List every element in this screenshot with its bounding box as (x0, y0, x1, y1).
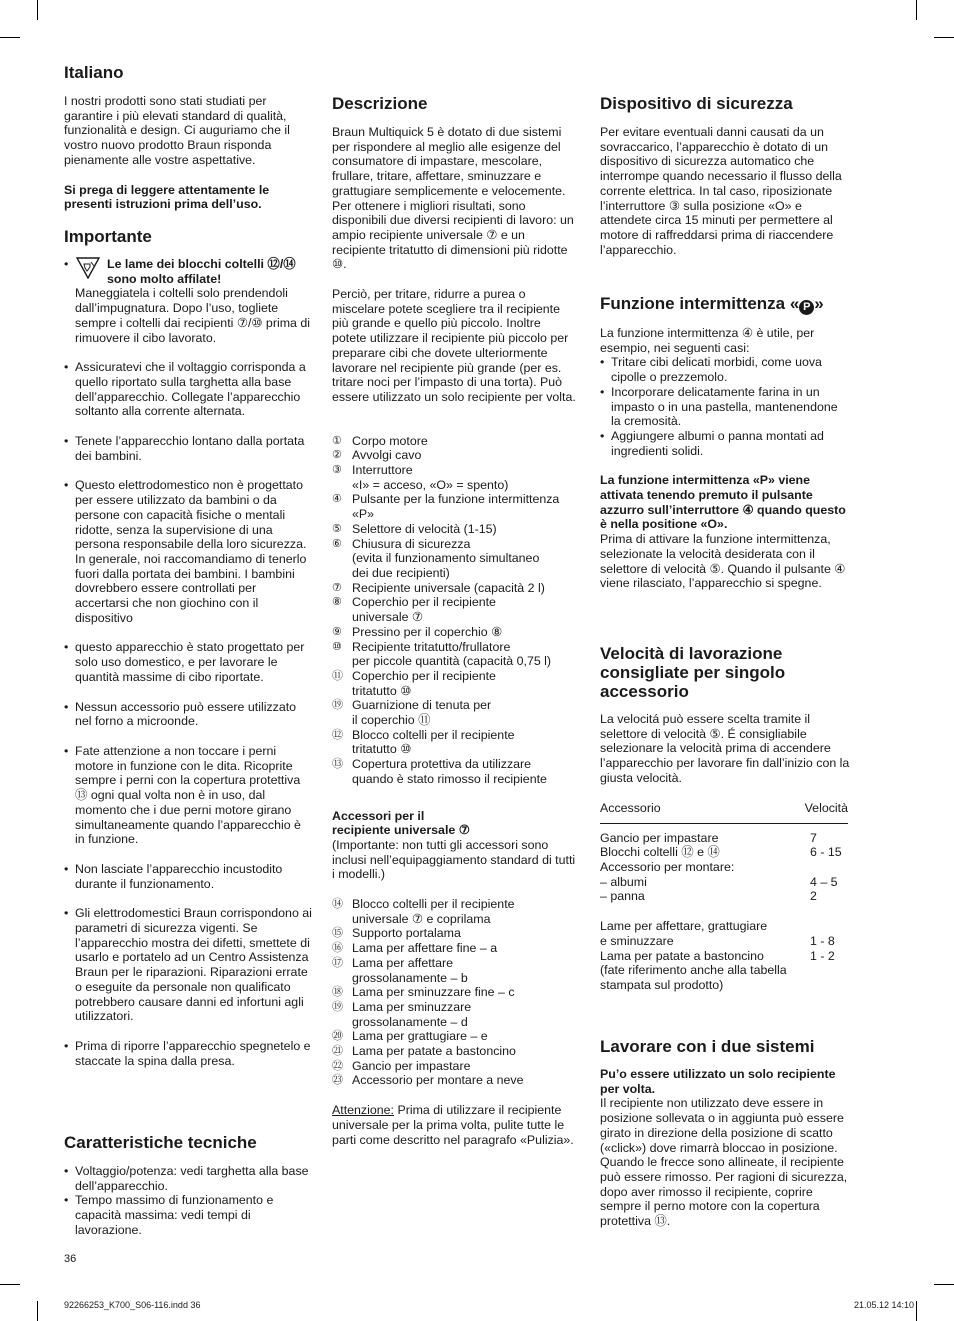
item-number: ⑦ (332, 581, 342, 594)
table-row (600, 963, 848, 978)
table-cell-accessory: Lama per patate a bastoncino (600, 948, 764, 963)
safety-text: Per evitare eventuali danni causati da un sovraccarico, l’apparecchio è dotato di un dispositivo di sicurezza automatico che interrompe quando necessario il flusso della corrente elettrica. In tal caso, riposizionate l’interruttore ③ sulla posizione «O» e attendete circa 15 minuti per permettere al motore di raffreddarsi prima di riaccendere l’apparecchio. (600, 125, 842, 257)
table-cell-speed: 7 (810, 830, 817, 845)
table-row (600, 889, 848, 904)
item-text: Pulsante per la funzione intermittenza «P» (352, 492, 560, 522)
item-text: Interruttore «I» = acceso, «O» = spento) (352, 463, 509, 492)
item-number: ③ (332, 464, 342, 477)
numbered-item (332, 1000, 578, 1029)
table-header-accessory: Accessorio (600, 801, 661, 815)
footer-date: 21.05.12 14:10 (853, 1300, 914, 1310)
item-text: Copertura protettiva da utilizzare quando è stato rimosso il recipiente (352, 757, 547, 786)
table-header (600, 801, 848, 816)
item-number: ⑥ (332, 537, 342, 550)
attention-label: Attenzione: (332, 1103, 394, 1118)
table-cell-accessory: Lame per affettare, grattugiare (600, 919, 768, 934)
numbered-item (332, 1044, 578, 1059)
crop-mark (934, 37, 954, 38)
item-text: Lama per sminuzzare grossolanamente – d (352, 999, 472, 1029)
parts-list (332, 434, 578, 787)
item-text: Coperchio per il recipiente tritatutto ⑩ (352, 668, 496, 698)
item-number: ⑪ (332, 669, 343, 682)
table-row (600, 949, 848, 964)
item-number: ⑳ (332, 1030, 343, 1043)
item-text: Gancio per impastare (352, 1058, 471, 1073)
item-number: ⑲ (332, 699, 343, 712)
column-1 (64, 94, 308, 212)
warning-item (64, 257, 312, 345)
numbered-item (332, 1073, 578, 1088)
pulse-text: Prima di attivare la funzione intermittenza, selezionate la velocità desiderata con il selettore di velocità ⑤. Quando il pulsante ④ viene rilasciato, l’apparecchio si spegne. (600, 532, 846, 591)
numbered-item (332, 581, 578, 596)
item-text: Lama per affettare fine – a (352, 941, 498, 956)
bullet-item: • Assicuratevi che il voltaggio corrisponda a quello riportato sulla targhetta alla base dell’apparecchio. Collegate l’apparecchio soltanto alla corrente alternata. (64, 360, 312, 419)
table-cell-speed: 1 - 2 (810, 948, 835, 963)
numbered-item (332, 625, 578, 640)
numbered-item (332, 492, 578, 521)
table-row (600, 978, 848, 993)
item-text: Avvolgi cavo (352, 448, 422, 463)
tech-item: • Voltaggio/potenza: vedi targhetta alla base dell’apparecchio. (64, 1164, 312, 1193)
item-text: Supporto portalama (352, 926, 461, 941)
table-header-speed: Velocità (804, 801, 848, 815)
column-2 (332, 125, 578, 1147)
numbered-item (332, 897, 578, 926)
table-cell-speed: 4 – 5 (810, 874, 838, 889)
item-number: ⑰ (332, 956, 343, 969)
bullet-item: • Gli elettrodomestici Braun corrispondono ai parametri di sicurezza vigenti. Se l’apparecchio mostra dei difetti, smettete di usarlo e portatelo ad un Centro Assistenza Braun per le riparazioni. Riparazioni errate o eseguite da personale non qualificato potrebbero causare danni ed infortuni agli utilizzatori. (64, 906, 312, 1024)
table-row (600, 934, 848, 949)
table-row (600, 845, 848, 860)
table-row (600, 919, 848, 934)
item-text: Guarnizione di tenuta per il coperchio ⑪ (352, 698, 492, 728)
table-cell-accessory: – panna (600, 889, 645, 904)
sharp-blade-hand-icon (75, 257, 101, 279)
numbered-item (332, 1059, 578, 1074)
attention-text: Prima di utilizzare il recipiente universale per la prima volta, pulite tutte le parti come descritto nel paragrafo «Pulizia». (332, 1103, 574, 1147)
item-number: ⑤ (332, 522, 342, 535)
table-row (600, 860, 848, 875)
crop-mark (0, 37, 20, 38)
bullet-item: • Prima di riporre l’apparecchio spegnetelo e staccate la spina dalla presa. (64, 1039, 312, 1068)
speed-table (600, 801, 848, 993)
importante-list (64, 257, 312, 1068)
speed-text: La velocitá può essere scelta tramite il selettore di velocità ⑤. É consigliabile selezionare la velocità prima di accendere l’apparecchio per lavorare fin dall’inizio con la giusta velocità. (600, 712, 850, 785)
section-title-italiano: Italiano (64, 63, 124, 82)
table-row (600, 831, 848, 846)
item-number: ⑯ (332, 942, 343, 955)
numbered-item (332, 537, 578, 581)
crop-mark (916, 1301, 917, 1321)
bullet-item: • Nessun accessorio può essere utilizzato nel forno a microonde. (64, 700, 312, 729)
table-cell-accessory: Blocchi coltelli ⑫ e ⑭ (600, 845, 720, 860)
pulse-section (600, 326, 850, 591)
numbered-item (332, 463, 578, 492)
attention-paragraph (332, 1103, 578, 1147)
pulse-intro: La funzione intermittenza ④ è utile, per esempio, nei seguenti casi: (600, 326, 815, 355)
two-systems-text: Il recipiente non utilizzato deve essere in posizione sollevata o in aggiunta può essere girato in direzione della posizione di scatto («click») dove rimarrà bloccao in posizione. Quando le frecce sono allineate, il recipiente può essere rimosso. Per ragioni di sicurezza, dopo aver rimosso il recipiente, coprire sempre il perno motore con la copertura protettiva ⑬. (600, 1096, 848, 1229)
item-text: Blocco coltelli per il recipiente universale ⑦ e coprilama (352, 897, 515, 926)
numbered-item (332, 595, 578, 624)
table-cell-speed: 1 - 8 (810, 933, 835, 948)
numbered-item (332, 434, 578, 449)
item-text: Accessorio per montare a neve (352, 1073, 524, 1088)
crop-mark (37, 1301, 38, 1321)
bullet-item: • questo apparecchio è stato progettato per solo uso domestico, e per lavorare le quantità massime di cibo riportate. (64, 640, 312, 684)
bullet-item: • Fate attenzione a non toccare i perni motore in funzione con le dita. Ricoprite sempre i perni con la copertura protettiva ⑬ ogni qual volta non è in uso, dal momento che i due perni motore girano simultaneamente quando l’apparecchio è in funzione. (64, 744, 312, 847)
accessories-heading: Accessori per il recipiente universale ⑦ (332, 808, 470, 838)
bullet-item: • Questo elettrodomestico non è progettato per essere utilizzato da bambini o da persone con capacità fisiche o mentali ridotte, senza la supervisione di una persona responsabile della loro sicurezza. In generale, noi raccomandiamo di tenerlo fuori dalla portata dei bambini. I bambini dovrebbero essere controllati per accertarsi che non giochino con il dispositivo (64, 478, 312, 625)
item-text: Pressino per il coperchio ⑧ (352, 624, 503, 639)
item-number: ⑭ (332, 898, 343, 911)
bullet-item: • Non lasciate l’apparecchio incustodito durante il funzionamento. (64, 862, 312, 891)
numbered-item (332, 448, 578, 463)
table-cell-accessory: – albumi (600, 874, 647, 889)
page-number: 36 (64, 1253, 77, 1265)
item-number: ⑩ (332, 640, 342, 653)
section-title-two-systems: Lavorare con i due sistemi (600, 1037, 815, 1056)
desc-paragraph: Perciò, per tritare, ridurre a purea o miscelare potete scegliere tra il recipiente più grande e quello più piccolo. Inoltre potete utilizzare il recipiente più piccolo per preparare cibi che dovete ulteriormente lavorare nel recipiente più grande (per es. tritare noci per l’impasto di una torta). Può essere utilizzato un solo recipiente per volta. (332, 287, 576, 404)
numbered-item (332, 669, 578, 698)
tech-list (64, 1164, 312, 1238)
intro-bold: Si prega di leggere attentamente le presenti istruzioni prima dell’uso. (64, 182, 270, 212)
table-cell-accessory: Gancio per impastare (600, 830, 719, 845)
numbered-item (332, 757, 578, 786)
item-text: Chiusura di sicurezza (evita il funzionamento simultaneo dei due recipienti) (352, 536, 540, 580)
table-row (600, 875, 848, 890)
item-text: Recipiente tritatutto/frullatore per piccole quantità (capacità 0,75 l) (352, 639, 552, 669)
item-number: ⑲ (332, 1000, 343, 1013)
two-systems-section (600, 1067, 850, 1229)
item-text: Lama per affettare grossolanamente – b (352, 955, 468, 985)
numbered-item (332, 698, 578, 727)
pulse-bullet: • Aggiungere albumi o panna montati ad ingredienti solidi. (600, 429, 850, 458)
numbered-item (332, 941, 578, 956)
item-number: ㉓ (332, 1074, 343, 1087)
crop-mark (37, 0, 38, 20)
numbered-item (332, 985, 578, 1000)
numbered-item (332, 1029, 578, 1044)
item-text: Lama per grattugiare – e (352, 1029, 488, 1044)
item-number: ④ (332, 493, 342, 506)
item-text: Lama per patate a bastoncino (352, 1044, 516, 1059)
numbered-item (332, 926, 578, 941)
section-title-speed: Velocità di lavorazione consigliate per singolo accessorio (600, 644, 786, 701)
item-number: ⑨ (332, 625, 342, 638)
item-number: ⑬ (332, 758, 343, 771)
item-number: ② (332, 449, 342, 462)
accessories-note: (Importante: non tutti gli accessori sono inclusi nell’equipaggiamento standard di tutti i modelli.) (332, 837, 576, 882)
pulse-bullet: • Tritare cibi delicati morbidi, come uova cipolle o prezzemolo. (600, 355, 850, 384)
table-cell-accessory: (fate riferimento anche alla tabella (600, 963, 787, 978)
item-number: ㉒ (332, 1059, 343, 1072)
table-body (600, 919, 848, 992)
item-number: ① (332, 434, 342, 447)
numbered-item (332, 956, 578, 985)
numbered-item (332, 728, 578, 757)
pulse-bullet: • Incorporare delicatamente farina in un impasto o in una pastella, mantenendone la cremosità. (600, 385, 850, 429)
section-title-descrizione: Descrizione (332, 94, 428, 113)
pulse-p-icon: P (799, 300, 814, 315)
table-cell-accessory: Accessorio per montare: (600, 860, 735, 875)
footer-file: 92266253_K700_S06-116.indd 36 (64, 1300, 201, 1310)
warning-text: Maneggiatela i coltelli solo prendendoli dall’impugnatura. Dopo l’uso, togliete sempre i coltelli dai recipienti ⑦/⑩ prima di rimuovere il cibo lavorato. (75, 286, 311, 345)
section-title-importante: Importante (64, 227, 152, 246)
numbered-item (332, 522, 578, 537)
accessories-list (332, 897, 578, 1088)
numbered-item (332, 640, 578, 669)
item-number: ㉑ (332, 1045, 343, 1058)
table-cell-speed: 6 - 15 (810, 845, 842, 860)
section-title-safety: Dispositivo di sicurezza (600, 94, 793, 113)
two-systems-bold: Pu’o essere utilizzato un solo recipiente per volta. (600, 1067, 836, 1096)
item-number: ⑫ (332, 728, 343, 741)
table-cell-accessory: stampata sul prodotto) (600, 977, 724, 992)
crop-mark (0, 1284, 20, 1285)
desc-paragraph: Braun Multiquick 5 è dotato di due sistemi per rispondere al meglio alle esigenze del consumatore di impastare, mescolare, frullare, tritare, affettare, sminuzzare e grattugiare semplicemente e velocemente. Per ottenere i migliori risultati, sono disponibili due diversi recipienti di lavoro: un ampio recipiente universale ⑦ e un recipiente tritatutto di dimensioni più ridotte ⑩. (332, 125, 574, 272)
tech-item: • Tempo massimo di funzionamento e capacità massima: vedi tempi di lavorazione. (64, 1193, 312, 1237)
item-text: Selettore di velocità (1-15) (352, 521, 497, 536)
item-text: Corpo motore (352, 433, 428, 448)
item-text: Recipiente universale (capacità 2 l) (352, 580, 545, 595)
section-title-pulse: Funzione intermittenza « P » (600, 294, 824, 313)
item-number: ⑮ (332, 927, 343, 940)
table-divider (600, 823, 848, 824)
item-text: Blocco coltelli per il recipiente tritatutto ⑩ (352, 727, 515, 757)
table-cell-speed: 2 (810, 889, 817, 904)
section-title-tech: Caratteristiche tecniche (64, 1133, 257, 1152)
crop-mark (934, 1284, 954, 1285)
item-number: ⑱ (332, 986, 343, 999)
intro-text: I nostri prodotti sono stati studiati per garantire i più elevati standard di qualità, funzionalità e design. Ci auguriamo che il vostro nuovo prodotto Braun risponda pienamente alle vostre aspettative. (64, 94, 290, 167)
bullet-item: • Tenete l’apparecchio lontano dalla portata dei bambini. (64, 434, 312, 463)
item-number: ⑧ (332, 596, 342, 609)
crop-mark (916, 0, 917, 20)
table-body (600, 831, 848, 904)
item-text: Lama per sminuzzare fine – c (352, 985, 515, 1000)
warning-bold: Le lame dei blocchi coltelli ⑫/⑭ sono molto affilate! (107, 257, 296, 286)
item-text: Coperchio per il recipiente universale ⑦ (352, 595, 496, 625)
pulse-bold: La funzione intermittenza «P» viene attivata tenendo premuto il pulsante azzurro sull’interruttore ④ quando questo è nella positione «O». (600, 473, 846, 532)
table-cell-accessory: e sminuzzare (600, 933, 674, 948)
